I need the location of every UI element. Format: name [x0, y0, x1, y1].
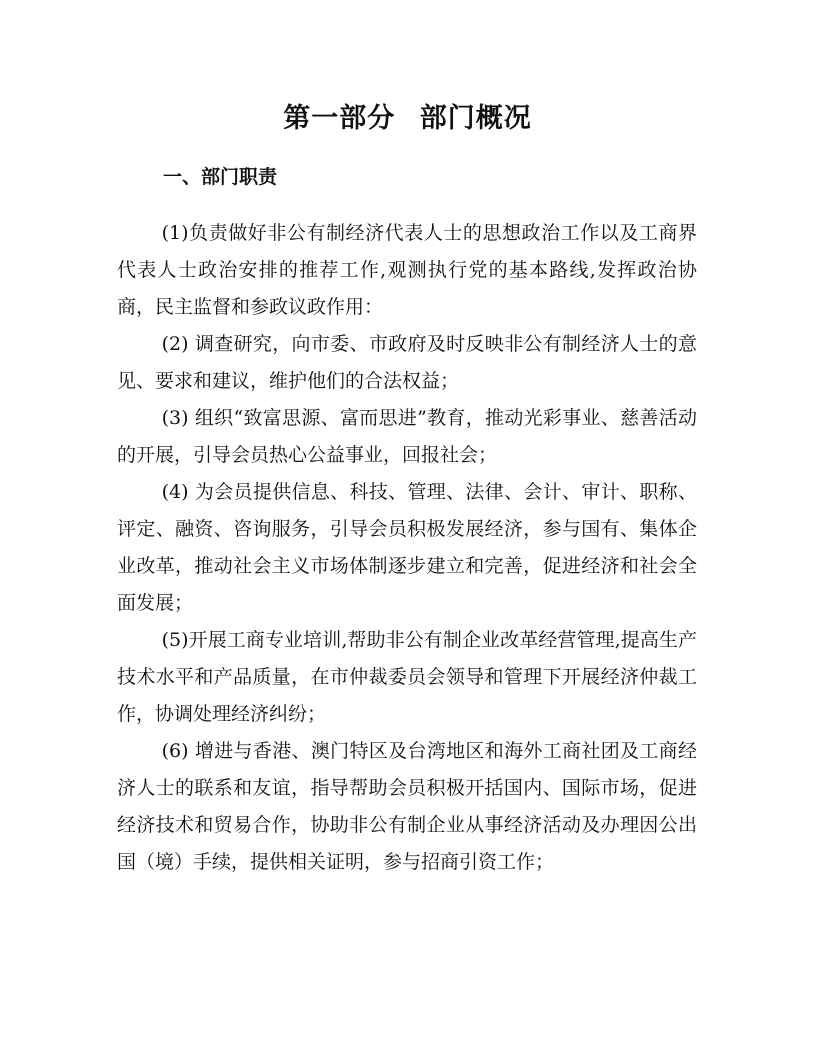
paragraph-3: (3) 组织“致富思源、富而思进”教育，推动光彩事业、慈善活动的开展，引导会员热心公益事业，回报社会；: [117, 407, 697, 466]
paragraph-4: (4) 为会员提供信息、科技、管理、法律、会计、审计、职称、评定、融资、咨询服务，引导会员积极发展经济，参与国有、集体企业改革，推动社会主义市场体制逐步建立和完善，促进经济和社会全面发展；: [117, 481, 697, 614]
paragraph-6: (6) 增进与香港、澳门特区及台湾地区和海外工商社团及工商经济人士的联系和友谊，指导帮助会员积极开括国内、国际市场，促进经济技术和贸易合作，协助非公有制企业从事经济活动及办理因公出国（境）手续，提供相关证明，参与招商引资工作；: [117, 740, 697, 873]
body-text: [117, 215, 697, 881]
section-heading: 一、部门职责: [163, 166, 278, 188]
paragraph-2: (2) 调查研究，向市委、市政府及时反映非公有制经济人士的意见、要求和建议，维护他们的合法权益；: [117, 333, 697, 392]
page-title: 第一部分 部门概况: [283, 103, 532, 134]
paragraph-5: (5)开展工商专业培训,帮助非公有制企业改革经营管理,提高生产技术水平和产品质量，在市仲裁委员会领导和管理下开展经济仲裁工作，协调处理经济纠纷；: [117, 629, 697, 725]
paragraph-1: (1)负责做好非公有制经济代表人士的思想政治工作以及工商界代表人士政治安排的推荐工作,观测执行党的基本路线,发挥政治协商，民主监督和参政议政作用：: [117, 222, 697, 318]
